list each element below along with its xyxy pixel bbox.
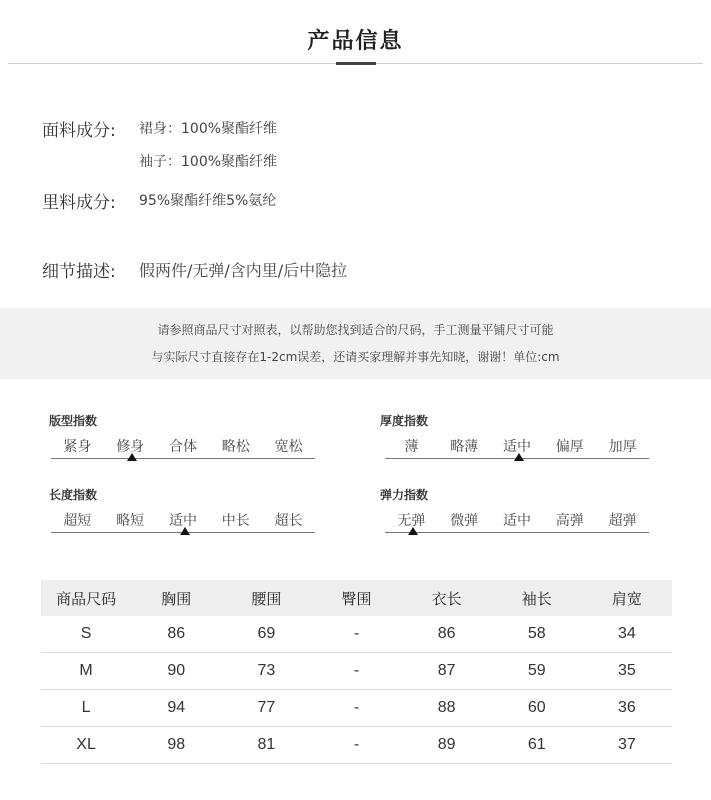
table-cell: - (353, 662, 360, 679)
table-cell: 61 (527, 736, 546, 753)
thickness-index-scale (385, 436, 649, 466)
scale-option: 偏厚 (555, 439, 584, 455)
notice-line-2: 与实际尺寸直接存在1-2cm误差，还请买家理解并事先知晓，谢谢！单位:cm (151, 350, 560, 364)
table-cell: 81 (257, 736, 276, 753)
size-notice-band (0, 308, 711, 379)
header-cell: 商品尺码 (56, 589, 117, 608)
detail-label: 细节描述: (42, 262, 116, 282)
header-cell: 胸围 (161, 589, 192, 608)
table-cell: M (79, 662, 93, 679)
table-cell: 88 (437, 699, 456, 716)
table-cell: 87 (437, 662, 456, 679)
table-row (41, 690, 672, 727)
lining-value: 95%聚酯纤维5%氨纶 (139, 193, 277, 209)
fabric-sleeve-value: 袖子：100%聚酯纤维 (139, 154, 278, 170)
scale-option: 适中 (503, 513, 531, 529)
page-title: 产品信息 (307, 29, 404, 54)
table-cell: 37 (618, 736, 636, 753)
table-row (41, 727, 672, 764)
size-table (41, 580, 672, 764)
table-cell: 58 (527, 625, 546, 642)
selected-marker-icon (514, 453, 524, 461)
table-cell: 36 (618, 699, 636, 716)
scale-option: 合体 (169, 439, 197, 455)
scale-option: 略薄 (450, 439, 479, 455)
table-row (41, 616, 672, 653)
scale-option: 超短 (63, 513, 92, 529)
scale-option: 微弹 (450, 513, 479, 529)
fit-index-scale (51, 436, 315, 466)
scale-option: 紧身 (63, 439, 92, 455)
selected-marker-icon (180, 527, 190, 535)
table-cell: 34 (618, 625, 636, 642)
lining-label: 里料成分: (42, 193, 116, 213)
fabric-body-value: 裙身：100%聚酯纤维 (139, 121, 278, 137)
table-cell: 86 (167, 625, 186, 642)
table-cell: 59 (527, 662, 546, 679)
scale-option: 略短 (116, 513, 145, 529)
header-cell: 肩宽 (611, 589, 642, 608)
notice-line-1: 请参照商品尺寸对照表，以帮助您找到适合的尺码，手工测量平铺尺寸可能 (157, 323, 554, 337)
table-cell: 35 (618, 662, 636, 679)
header-cell: 臀围 (341, 589, 372, 608)
table-row (41, 653, 672, 690)
elasticity-index-scale (385, 510, 649, 540)
scale-option: 修身 (116, 439, 145, 455)
header-cell: 衣长 (431, 589, 462, 608)
header-cell: 腰围 (251, 589, 282, 608)
table-cell: S (80, 625, 92, 642)
selected-marker-icon (127, 453, 137, 461)
table-cell: XL (76, 736, 96, 753)
title-accent-bar (336, 62, 376, 65)
length-index-title: 长度指数 (49, 488, 98, 502)
fabric-label: 面料成分: (42, 121, 116, 141)
scale-baseline (385, 532, 649, 533)
scale-option: 适中 (503, 439, 531, 455)
table-cell: 90 (167, 662, 186, 679)
table-cell: - (353, 736, 360, 753)
scale-option: 中长 (221, 513, 250, 529)
table-cell: - (353, 625, 360, 642)
scale-option: 超弹 (608, 513, 637, 529)
thickness-index-title: 厚度指数 (380, 414, 429, 428)
table-cell: 69 (257, 625, 276, 642)
elasticity-index-title: 弹力指数 (380, 488, 429, 502)
fit-index-title: 版型指数 (49, 414, 98, 428)
scale-option: 薄 (404, 439, 419, 455)
table-cell: - (353, 699, 360, 716)
table-cell: L (81, 699, 91, 716)
scale-baseline (51, 458, 315, 459)
scale-option: 宽松 (274, 439, 303, 455)
table-cell: 94 (167, 699, 186, 716)
size-table-header (41, 580, 672, 616)
table-cell: 86 (437, 625, 456, 642)
scale-option: 加厚 (608, 439, 637, 455)
table-cell: 98 (167, 736, 186, 753)
table-cell: 73 (257, 662, 276, 679)
table-cell: 77 (257, 699, 276, 716)
length-index-scale (51, 510, 315, 540)
scale-option: 高弹 (555, 513, 584, 529)
header-cell: 袖长 (521, 589, 552, 608)
table-cell: 60 (527, 699, 546, 716)
scale-option: 适中 (169, 513, 197, 529)
selected-marker-icon (408, 527, 418, 535)
table-cell: 89 (437, 736, 456, 753)
detail-value: 假两件/无弹/含内里/后中隐拉 (139, 261, 348, 280)
scale-option: 无弹 (397, 513, 426, 529)
scale-option: 略松 (221, 439, 250, 455)
scale-option: 超长 (274, 513, 303, 529)
